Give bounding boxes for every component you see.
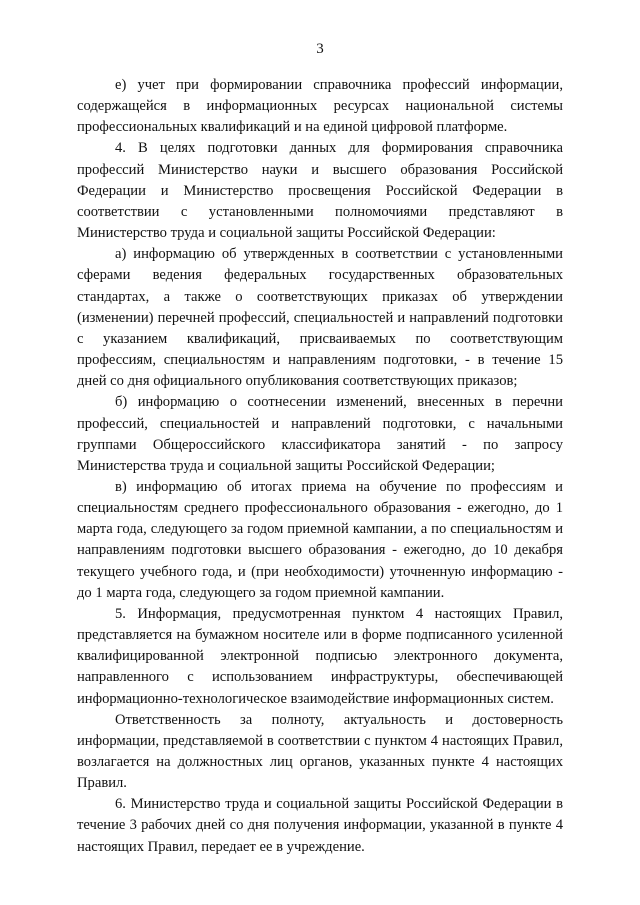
paragraph-section-5: 5. Информация, предусмотренная пунктом 4 настоящих Правил, представляется на бумажном носителе или в форме подписанного усиленной квалифицированной электронной подписью электронного документа, направленного с использованием инфраструктуры, обеспечивающей информационно-технологическое взаимодействие информационных систем. bbox=[77, 605, 563, 707]
document-body bbox=[77, 75, 563, 858]
page-number: 3 bbox=[316, 41, 324, 57]
paragraph-section-4: 4. В целях подготовки данных для формирования справочника профессий Министерство науки и высшего образования Российской Федерации и Министерство просвещения Российской Федерации в соответствии с установленными полномочиями представляют в Министерство труда и социальной защиты Российской Федерации: bbox=[77, 140, 563, 242]
paragraph-item-b: б) информацию о соотнесении изменений, внесенных в перечни профессий, специальностей и направлений подготовки, с начальными группами Общероссийского классификатора занятий - по запросу Министерства труда и социальной защиты Российской Федерации; bbox=[77, 394, 563, 474]
paragraph-item-v: в) информацию об итогах приема на обучение по профессиям и специальностям среднего профессионального образования - ежегодно, до 1 марта года, следующего за годом приемной кампании, а по специальностям и направлениям подготовки высшего образования - ежегодно, до 10 декабря текущего учебного года, и (при необходимости) уточненную информацию - до 1 марта года, следующего за годом приемной кампании. bbox=[77, 478, 563, 601]
paragraph-item-a: а) информацию об утвержденных в соответствии с установленными сферами ведения федеральных государственных образовательных стандартах, а также о соответствующих приказах об утверждении (изменении) перечней профессий, специальностей и направлений подготовки с указанием квалификаций, присваиваемых по соответствующим профессиям, специальностям и направлениям подготовки, - в течение 15 дней со дня официального опубликования соответствующих приказов; bbox=[77, 246, 563, 390]
paragraph-item-e: е) учет при формировании справочника профессий информации, содержащейся в информационных ресурсах национальной системы профессиональных квалификаций и на единой цифровой платформе. bbox=[77, 77, 563, 136]
paragraph-section-6: 6. Министерство труда и социальной защиты Российской Федерации в течение 3 рабочих дней со дня получения информации, указанной в пункте 4 настоящих Правил, передает ее в учреждение. bbox=[77, 796, 563, 855]
paragraph-responsibility: Ответственность за полноту, актуальность и достоверность информации, представляемой в соответствии с пунктом 4 настоящих Правил, возлагается на должностных лиц органов, указанных пункте 4 настоящих Правил. bbox=[77, 711, 563, 792]
